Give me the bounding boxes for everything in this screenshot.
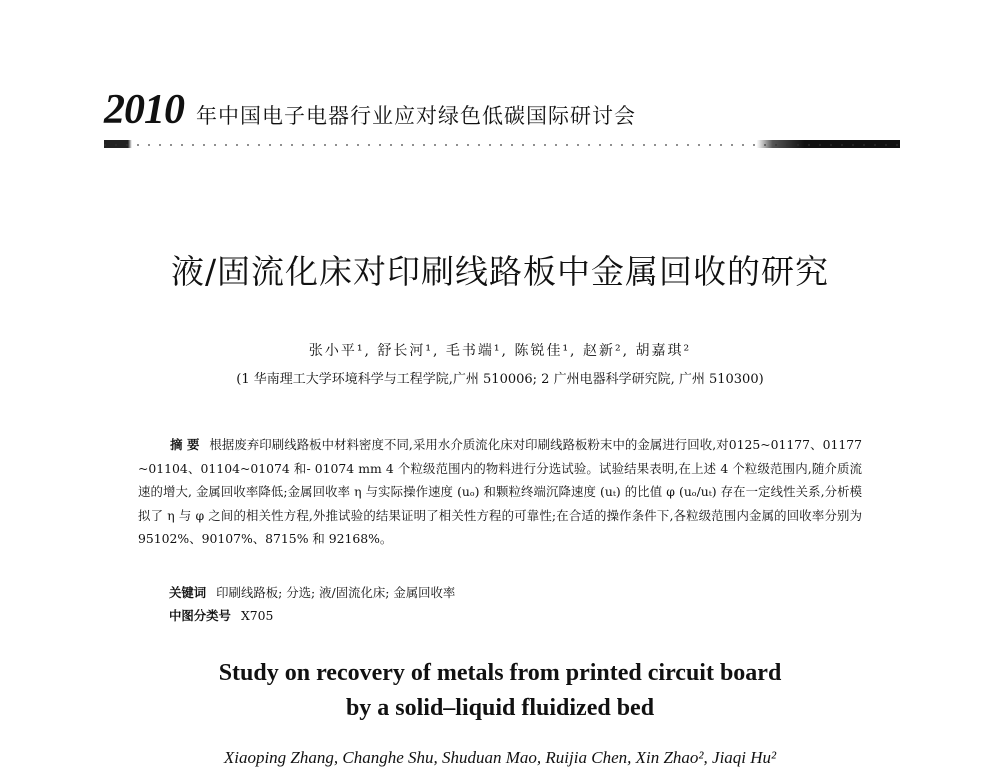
authors-en: Xiaoping Zhang, Changhe Shu, Shuduan Mao, Ruijia Chen, Xin Zhao², Jiaqi Hu² (223, 748, 777, 767)
conference-name: 年中国电子电器行业应对绿色低碳国际研讨会 (196, 104, 636, 128)
paper-title-en (0, 656, 1000, 726)
title-en-line-2: by a solid–liquid fluidized bed (345, 695, 655, 721)
keywords-label: 关键词 (169, 585, 207, 600)
paper-title-cn: 液/固流化床对印刷线路板中金属回收的研究 (170, 252, 830, 291)
conference-year: 2010 (104, 87, 184, 133)
header-rule-texture (104, 144, 900, 146)
classification-line (169, 606, 273, 624)
abstract-text: 根据废弃印刷线路板中材料密度不同,采用水介质流化床对印刷线路板粉末中的金属进行回收,对0125~01177、01177~01104、01104~01074 和- 01074 mm 4 个粒级范围内的物料进行分选试验。试验结果表明,在上述 4 个粒级范围内,随介质流速的增大, 金属回收率降低;金属回收率 η 与实际操作速度 (uₒ) 和颗粒终端沉降速度 (uₜ) 的比值 φ (uₒ/uₜ) 存在一定线性关系,分析模拟了 η 与 φ 之间的相关性方程,外推试验的结果证明了相关性方程的可靠性;在合适的操作条件下,各粒级范围内金属的回收率分别为 95102%、90107%、8715% 和 92168%。 (138, 437, 862, 547)
authors-cn: 张小平¹, 舒长河¹, 毛书端¹, 陈锐佳¹, 赵新², 胡嘉琪² (308, 343, 692, 359)
conference-header (104, 86, 636, 134)
keywords-line (169, 583, 455, 601)
abstract-label: 摘 要 (170, 437, 200, 452)
classification-label: 中图分类号 (169, 608, 231, 623)
title-en-line-1: Study on recovery of metals from printed circuit board (218, 660, 782, 686)
keywords-text: 印刷线路板; 分选; 液/固流化床; 金属回收率 (216, 585, 456, 600)
abstract-paragraph (138, 433, 862, 551)
classification-code: X705 (240, 608, 274, 623)
affiliation-cn: (1 华南理工大学环境科学与工程学院,广州 510006; 2 广州电器科学研究院, 广州 510300) (236, 372, 764, 387)
